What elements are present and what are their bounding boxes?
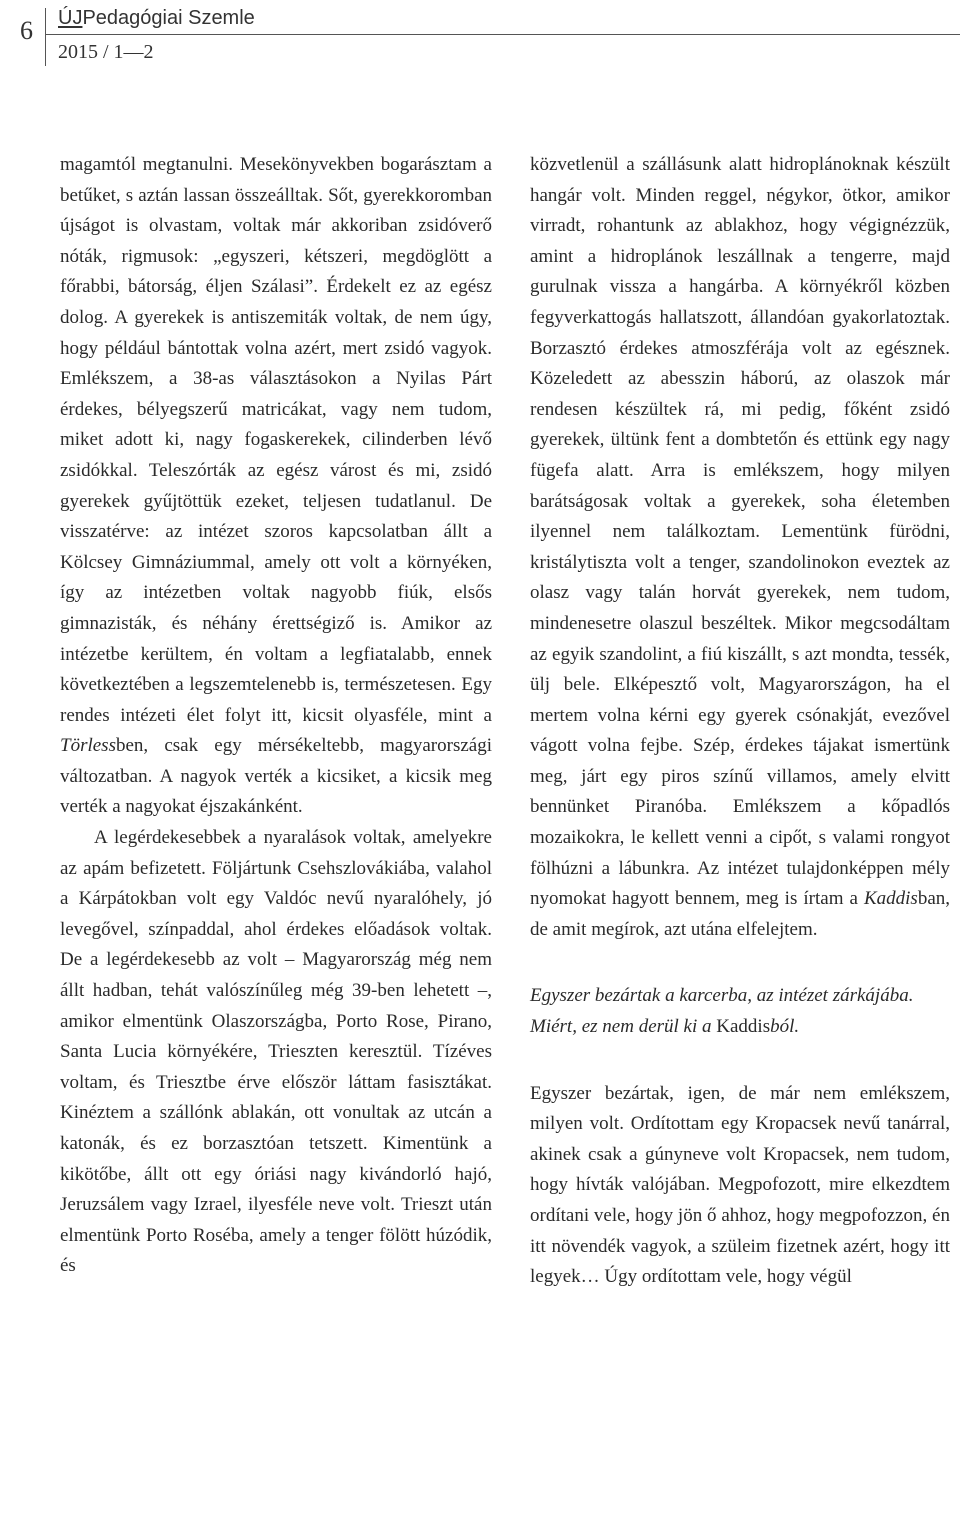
italic-title: Kaddis	[863, 888, 918, 910]
journal-prefix: ÚJ	[58, 7, 83, 29]
paragraph	[530, 150, 950, 945]
paragraph: A legérdekesebbek a nyaralások voltak, amelyekre az apám befizetett. Följártunk Csehszlovákiába, valahol a Kárpátokban volt egy Valdóc nevű nyaralóhely, jó levegővel, színpaddal, ahol érdekes előadások voltak. De a legérdekesebb az volt – Magyarország még nem állt hadban, tehát valószínűleg még 39-ben lehetett –, amikor elmentünk Olaszországba, Porto Rose, Pirano, Santa Lucia környékére, Trieszten keresztül. Tízéves voltam, és Triesztbe érve először láttam fasisztákat. Kinéztem a szállónk ablakán, ott vonultak az utcán a katonák, és ez borzasztóan tetszett. Kimentünk a kikötőbe, állt ott egy óriási nagy kivándorló hajó, Jeruzsálem vagy Izrael, ilyesféle neve volt. Trieszt után elmentünk Porto Roséba, amely a tenger fölött húzódik, és	[60, 827, 492, 1277]
paragraph	[60, 150, 492, 823]
page-header	[0, 0, 960, 80]
issue-number: 2015 / 1—2	[58, 41, 154, 63]
journal-title	[58, 6, 255, 30]
italic-title: Törless	[60, 735, 116, 757]
question-text: Egyszer bezártak a karcerba, az intézet zárkájába. Miért, ez nem derül ki a	[530, 985, 914, 1038]
page-number: 6	[20, 16, 33, 45]
left-column	[60, 150, 492, 1282]
header-vertical-rule	[45, 8, 46, 66]
header-horizontal-rule	[45, 34, 960, 35]
right-column	[530, 150, 950, 1293]
paragraph-text: ban, de amit megírok, azt utána elfelejtem.	[530, 888, 950, 940]
upright-title: Kaddis	[716, 1016, 771, 1038]
paragraph-text: ben, csak egy mérsékeltebb, magyarországi változatban. A nagyok verték a kicsiket, a kicsik meg verték a nagyokat éjszakánként.	[60, 735, 492, 818]
paragraph-text: magamtól megtanulni. Mesekönyvekben bogarásztam a betűket, s aztán lassan összeálltak. Sőt, gyerekkoromban újságot is olvastam, voltak már akkoriban zsidóverő nóták, rigmusok: „egyszeri, kétszeri, megdöglött a főrabbi, bátorság, éljen Szálasi”. Érdekelt ez az egész dolog. A gyerekek is antiszemiták voltak, de nem úgy, hogy például bántottak volna azért, mert zsidó vagyok. Emlékszem, a 38-as választásokon a Nyilas Párt érdekes, bélyegszerű matricákat, vagy nem tudom, miket adott ki, nagy fogaskerekek, cilinderben lévő zsidókkal. Teleszórták az egész várost és mi, zsidó gyerekek gyűjtöttük ezeket, teljesen tudatlanul. De visszatérve: az intézet szoros kapcsolatban állt a Kölcsey Gimnáziummal, amely ott volt a környéken, így az intézetben voltak nagyobb fiúk, elsős gimnazisták, és néhány érettségiző is. Amikor az intézetbe kerültem, én voltam a legfiatalabb, ennek következtében a legszemtelenebb is, természetesen. Egy rendes intézeti élet folyt itt, kicsit olyasféle, mint a	[60, 154, 492, 726]
journal-name: Pedagógiai Szemle	[82, 7, 255, 29]
interview-question	[530, 981, 950, 1042]
paragraph-text: közvetlenül a szállásunk alatt hidroplánoknak készült hangár volt. Minden reggel, négykor, ötkor, amikor virradt, rohantunk az ablakhoz, hogy végignézzük, amint a hidroplánok leszállnak a tengerre, majd gurulnak vissza a hangárba. A környékről közben fegyverkattogás hallatszott, állandóan gyakorlatoztak. Borzasztó érdekes atmoszférája volt az egésznek. Közeledett az abesszin háború, az olaszok már rendesen készültek rá, mi pedig, főként zsidó gyerekek, ültünk fent a dombtetőn és ettünk egy nagy fügefa alatt. Arra is emlékszem, hogy milyen barátságosak voltak a gyerekek, soha életemben ilyennel nem találkoztam. Lementünk fürödni, kristálytiszta volt a tenger, szandolinokon eveztek az olasz vagy talán horvát gyerekek, nem tudom, mindenesetre olaszul beszéltek. Mikor megcsodáltam az egyik szandolint, a fiú kiszállt, s azt mondta, tessék, ülj bele. Elképesztő volt, Magyarországon, ha el mertem volna kérni egy gyerek csónakját, evezővel vágott volna fejbe. Szép, érdekes tájakat ismertünk meg, járt egy piros színű villamos, amely elvitt bennünket Piranóba. Emlékszem a kőpadlós mozaikokra, le kellett venni a cipőt, s valami rongyot fölhúzni a lábunkra. Az intézet tulajdonképpen mély nyomokat hagyott bennem, meg is írtam a	[530, 154, 950, 910]
paragraph: Egyszer bezártak, igen, de már nem emlékszem, milyen volt. Ordítottam egy Kropacsek nevű tanárral, akinek csak a gúnyneve volt Kropacsek, nem tudom, hogy hívták valójában. Megpofozott, mire elkezdtem ordítani vele, hogy jön ő ahhoz, hogy megpofozzon, én itt növendék vagyok, a szüleim fizetnek azért, hogy itt legyek… Úgy ordítottam vele, hogy végül	[530, 1082, 950, 1288]
question-text: ból.	[770, 1016, 800, 1038]
